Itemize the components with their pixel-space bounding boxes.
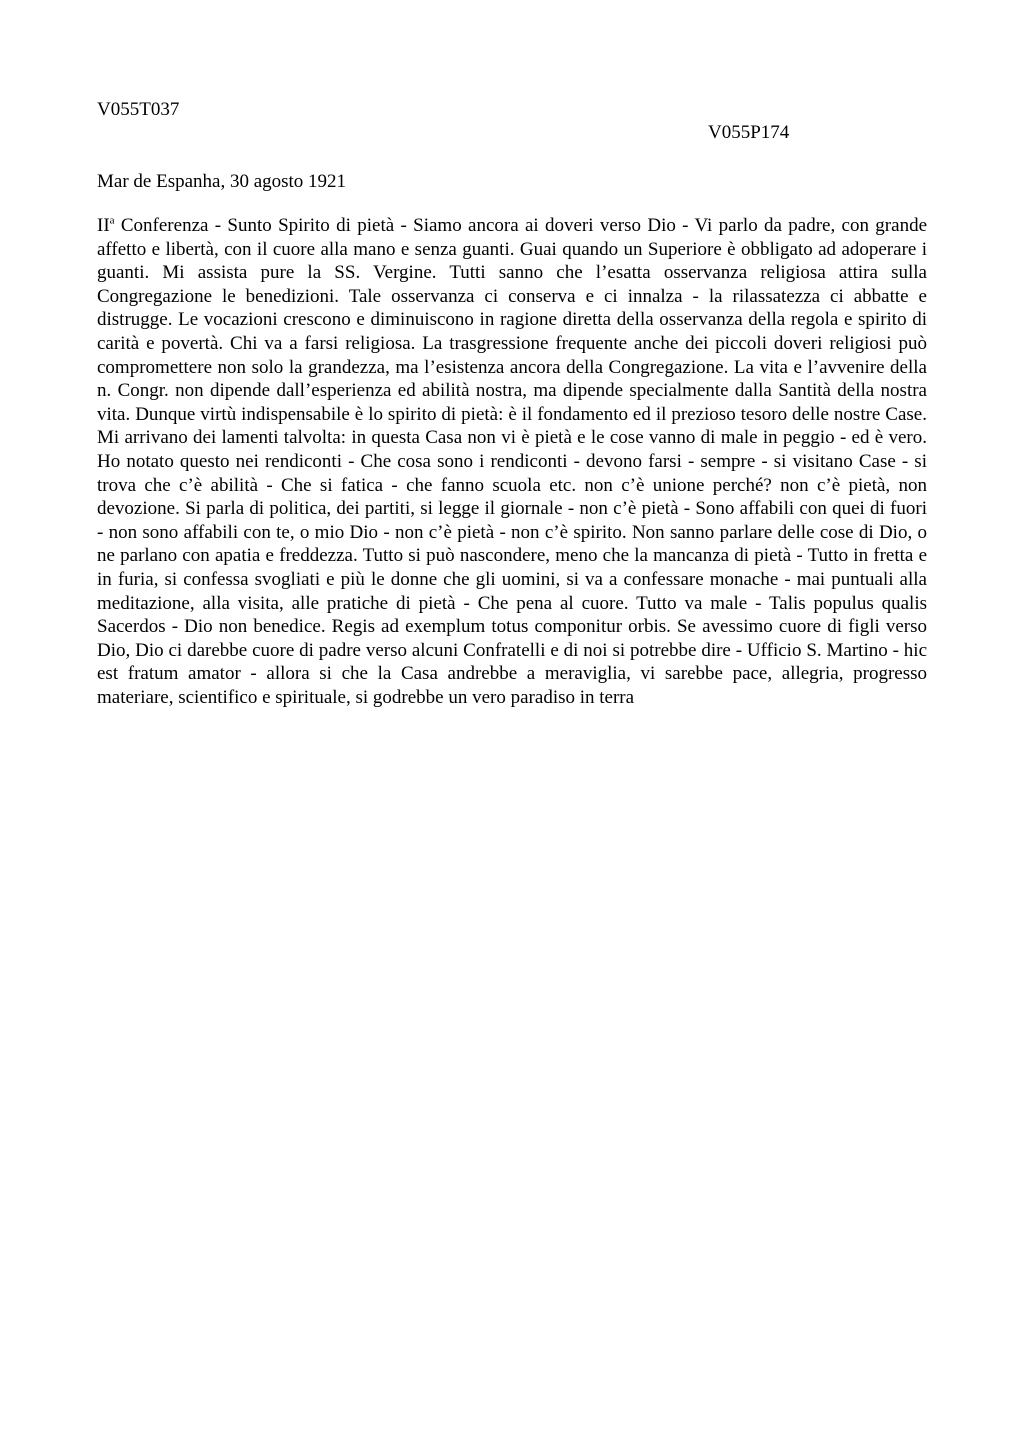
conference-number: II [97, 215, 110, 236]
body-paragraph [97, 214, 927, 709]
page-code: V055P174 [708, 122, 790, 143]
conference-ordinal: a [109, 214, 115, 227]
body-text: Conferenza - Sunto Spirito di pietà - Siamo ancora ai doveri verso Dio - Vi parlo da padre, con grande affetto e libertà, con il cuore alla mano e senza guanti. Guai quando un Superiore è obbligato ad adoperare i guanti. Mi assista pure la SS. Vergine. Tutti sanno che l’esatta osservanza religiosa attira sulla Congregazione le benedizioni. Tale osservanza ci conserva e ci innalza - la rilassatezza ci abbatte e distrugge. Le vocazioni crescono e diminuiscono in ragione diretta della osservanza della regola e spirito di carità e povertà. Chi va a farsi religiosa. La trasgressione frequente anche dei piccoli doveri religiosi può compromettere non solo la grandezza, ma l’esistenza ancora della Congregazione. La vita e l’avvenire della n. Congr. non dipende dall’esperienza ed abilità nostra, ma dipende specialmente dalla Santità della nostra vita. Dunque virtù indispensabile è lo spirito di pietà: è il fondamento ed il prezioso tesoro delle nostre Case. Mi arrivano dei lamenti talvolta: in questa Casa non vi è pietà e le cose vanno di male in peggio - ed è vero. Ho notato questo nei rendiconti - Che cosa sono i rendiconti - devono farsi - sempre - si visitano Case - si trova che c’è abilità - Che si fatica - che fanno scuola etc. non c’è unione perché? non c’è pietà, non devozione. Si parla di politica, dei partiti, si legge il giornale - non c’è pietà - Sono affabili con quei di fuori - non sono affabili con te, o mio Dio - non c’è pietà - non c’è spirito. Non sanno parlare delle cose di Dio, o ne parlano con apatia e freddezza. Tutto si può nascondere, meno che la mancanza di pietà - Tutto in fretta e in furia, si confessa svogliati e più le donne che gli uomini, si va a confessare monache - mai puntuali alla meditazione, alla visita, alle pratiche di pietà - Che pena al cuore. Tutto va male - Talis populus qualis Sacerdos - Dio non benedice. Regis ad exemplum totus componitur orbis. Se avessimo cuore di figli verso Dio, Dio ci darebbe cuore di padre verso alcuni Confratelli e di noi si potrebbe dire - Ufficio S. Martino - hic est fratum amator - allora si che la Casa andrebbe a meraviglia, vi sarebbe pace, allegria, progresso materiare, scientifico e spirituale, si godrebbe un vero paradiso in terra [97, 215, 927, 708]
place-date: Mar de Espanha, 30 agosto 1921 [97, 171, 347, 192]
document-code: V055T037 [97, 99, 180, 120]
